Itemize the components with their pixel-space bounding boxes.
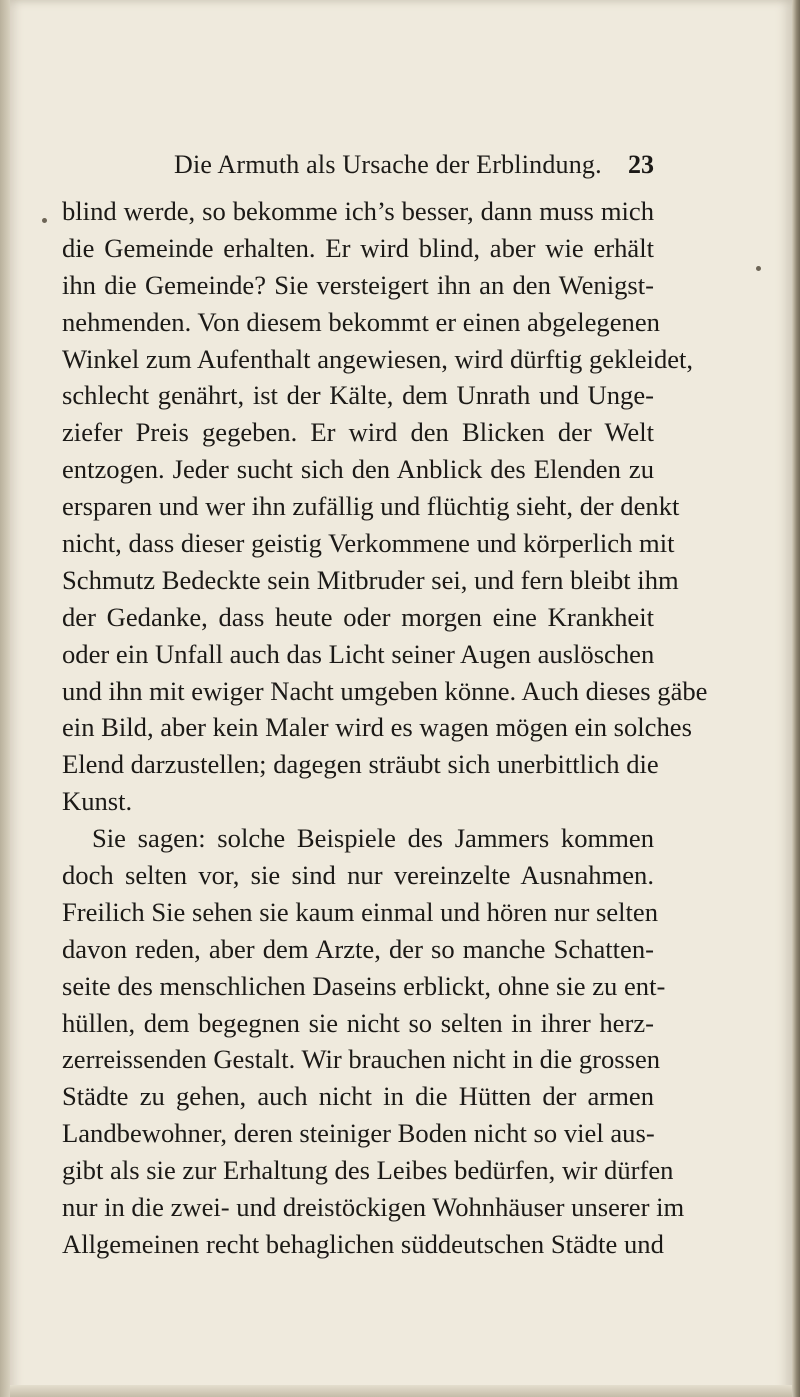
ink-speck — [42, 218, 47, 223]
text-line: hüllen, dem begegnen sie nicht so selten in ihrer herz- — [62, 1007, 654, 1038]
text-line: Sie sagen: solche Beispiele des Jammers kommen — [92, 823, 654, 854]
text-line: Winkel zum Aufenthalt angewiesen, wird dürftig gekleidet, — [62, 343, 694, 374]
page-number: 23 — [628, 150, 654, 179]
text-line: ziefer Preis gegeben. Er wird den Blicken der Welt — [62, 417, 654, 448]
page-bottom-edge — [10, 1385, 792, 1397]
text-line: davon reden, aber dem Arzte, der so manche Schatten- — [62, 933, 654, 964]
text-line: Schmutz Bedeckte sein Mitbruder sei, und fern bleibt ihm — [62, 564, 679, 595]
text-line: nicht, dass dieser geistig Verkommene und körperlich mit — [62, 528, 675, 559]
text-line: Elend darzustellen; dagegen sträubt sich unerbittlich die — [62, 749, 659, 780]
text-line: doch selten vor, sie sind nur vereinzelte Ausnahmen. — [62, 860, 654, 891]
text-line: Freilich Sie sehen sie kaum einmal und hören nur selten — [62, 896, 658, 927]
page-gutter-shadow — [0, 0, 10, 1397]
text-line: Kunst. — [62, 786, 133, 817]
text-line: nehmenden. Von diesem bekommt er einen abgelegenen — [62, 306, 660, 337]
text-line: blind werde, so bekomme ich’s besser, dann muss mich — [62, 196, 654, 226]
text-line: ihn die Gemeinde? Sie versteigert ihn an den Wenigst- — [62, 269, 654, 300]
text-line: Landbewohner, deren steiniger Boden nicht so viel aus- — [62, 1118, 655, 1149]
text-line: entzogen. Jeder sucht sich den Anblick des Elenden zu — [62, 454, 654, 485]
text-line: die Gemeinde erhalten. Er wird blind, aber wie erhält — [62, 232, 654, 263]
text-line: oder ein Unfall auch das Licht seiner Augen auslöschen — [62, 638, 655, 669]
text-line: ein Bild, aber kein Maler wird es wagen mögen ein solches — [62, 712, 692, 743]
text-line: ersparen und wer ihn zufällig und flüchtig sieht, der denkt — [62, 491, 680, 522]
ink-speck — [756, 266, 761, 271]
body-text — [62, 193, 708, 1263]
running-title: Die Armuth als Ursache der Erblindung. — [174, 150, 602, 179]
text-line: gibt als sie zur Erhaltung des Leibes bedürfen, wir dürfen — [62, 1155, 674, 1186]
text-line: seite des menschlichen Daseins erblickt, ohne sie zu ent- — [62, 970, 666, 1001]
text-line: und ihn mit ewiger Nacht umgeben könne. Auch dieses gäbe — [62, 675, 708, 706]
text-line: der Gedanke, dass heute oder morgen eine Krankheit — [62, 601, 654, 632]
text-line: Allgemeinen recht behaglichen süddeutschen Städte und — [62, 1228, 664, 1259]
text-line: zerreissenden Gestalt. Wir brauchen nicht in die grossen — [62, 1044, 661, 1075]
text-line: schlecht genährt, ist der Kälte, dem Unrath und Unge- — [62, 380, 654, 411]
text-line: Städte zu gehen, auch nicht in die Hütten der armen — [62, 1081, 654, 1112]
text-line: nur in die zwei- und dreistöckigen Wohnhäuser unserer im — [62, 1192, 685, 1223]
running-head — [124, 150, 654, 184]
page-edge — [792, 0, 800, 1397]
